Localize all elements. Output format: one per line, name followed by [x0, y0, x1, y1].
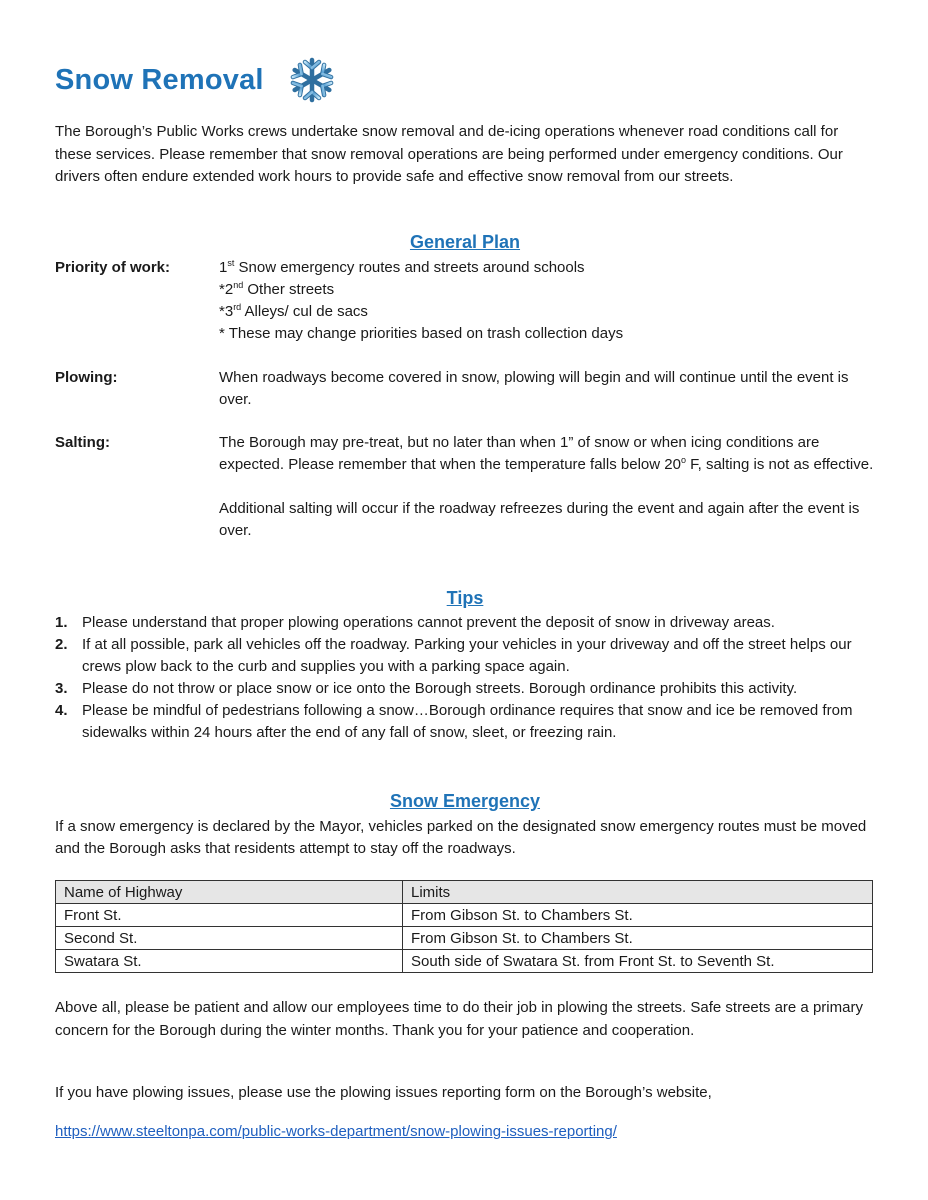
table-row: [56, 927, 873, 950]
tip-item: 1. Please understand that proper plowing operations cannot prevent the deposit of snow in driveway areas.: [55, 614, 775, 631]
column-header: Name of Highway: [56, 881, 403, 904]
plowing-text: When roadways become covered in snow, plowing will begin and will continue until the event is over.: [219, 369, 849, 408]
highway-cell: Swatara St.: [56, 950, 403, 973]
snowflake-icon: [288, 56, 336, 104]
limits-cell: South side of Swatara St. from Front St. to Seventh St.: [403, 950, 873, 973]
title-row: [55, 56, 336, 104]
table-header-row: [56, 881, 873, 904]
table-row: [56, 950, 873, 973]
tip-item: 4. Please be mindful of pedestrians following a snow…Borough ordinance requires that snow and ice be removed from sidewalks within 24 hours after the end of any fall of snow, sleet, or freezing rain.: [55, 702, 853, 741]
priority-item: *3rd Alleys/ cul de sacs: [219, 302, 368, 320]
priority-note: * These may change priorities based on trash collection days: [219, 325, 624, 342]
tip-item: 3. Please do not throw or place snow or ice onto the Borough streets. Borough ordinance prohibits this activity.: [55, 680, 798, 697]
emergency-routes-table: [55, 880, 873, 973]
tips-list: [55, 612, 875, 744]
priority-item: 1st Snow emergency routes and streets around schools: [219, 258, 585, 276]
priority-label: Priority of work:: [55, 259, 171, 276]
limits-cell: From Gibson St. to Chambers St.: [403, 927, 873, 950]
limits-cell: From Gibson St. to Chambers St.: [403, 904, 873, 927]
general-plan-heading: General Plan: [409, 232, 521, 252]
highway-cell: Second St.: [56, 927, 403, 950]
reporting-form-link[interactable]: https://www.steeltonpa.com/public-works-department/snow-plowing-issues-reporting/: [55, 1123, 617, 1140]
priority-item: *2nd Other streets: [219, 280, 335, 298]
salting-text: The Borough may pre-treat, but no later than when 1” of snow or when icing conditions are expected. Please remember that when the temperature falls below 20$^o$ F, salting is not as effective. Additional salting will occur if the roadway refreezes during the event and again after the event is over.: [219, 432, 875, 542]
salting-label: Salting:: [55, 434, 110, 451]
tips-heading: Tips: [446, 588, 484, 608]
tip-item: 2. If at all possible, park all vehicles off the roadway. Parking your vehicles in your driveway and off the street helps our crews plow back to the curb and supplies you with a parking space again.: [55, 636, 852, 675]
closing-paragraph: Above all, please be patient and allow our employees time to do their job in plowing the streets. Safe streets are a primary concern for the Borough during the winter months. Thank you for your patience and cooperation.: [55, 999, 863, 1039]
priority-list: [219, 257, 875, 345]
highway-cell: Front St.: [56, 904, 403, 927]
column-header: Limits: [403, 881, 873, 904]
issues-paragraph: If you have plowing issues, please use the plowing issues reporting form on the Borough’s website,: [55, 1084, 712, 1101]
salting-additional: Additional salting will occur if the roadway refreezes during the event and again after the event is over.: [219, 500, 860, 539]
page-title: Snow Removal: [55, 63, 264, 96]
plowing-label: Plowing:: [55, 369, 118, 386]
table-row: [56, 904, 873, 927]
intro-paragraph: The Borough’s Public Works crews undertake snow removal and de-icing operations whenever road conditions call for these services. Please remember that snow removal operations are being performed under emergency conditions. Our drivers often endure extended work hours to provide safe and effective snow removal from our streets.: [55, 123, 843, 185]
snow-emergency-heading: Snow Emergency: [389, 791, 541, 811]
snow-emergency-text: If a snow emergency is declared by the Mayor, vehicles parked on the designated snow emergency routes must be moved and the Borough asks that residents attempt to stay off the roadways.: [55, 818, 867, 857]
